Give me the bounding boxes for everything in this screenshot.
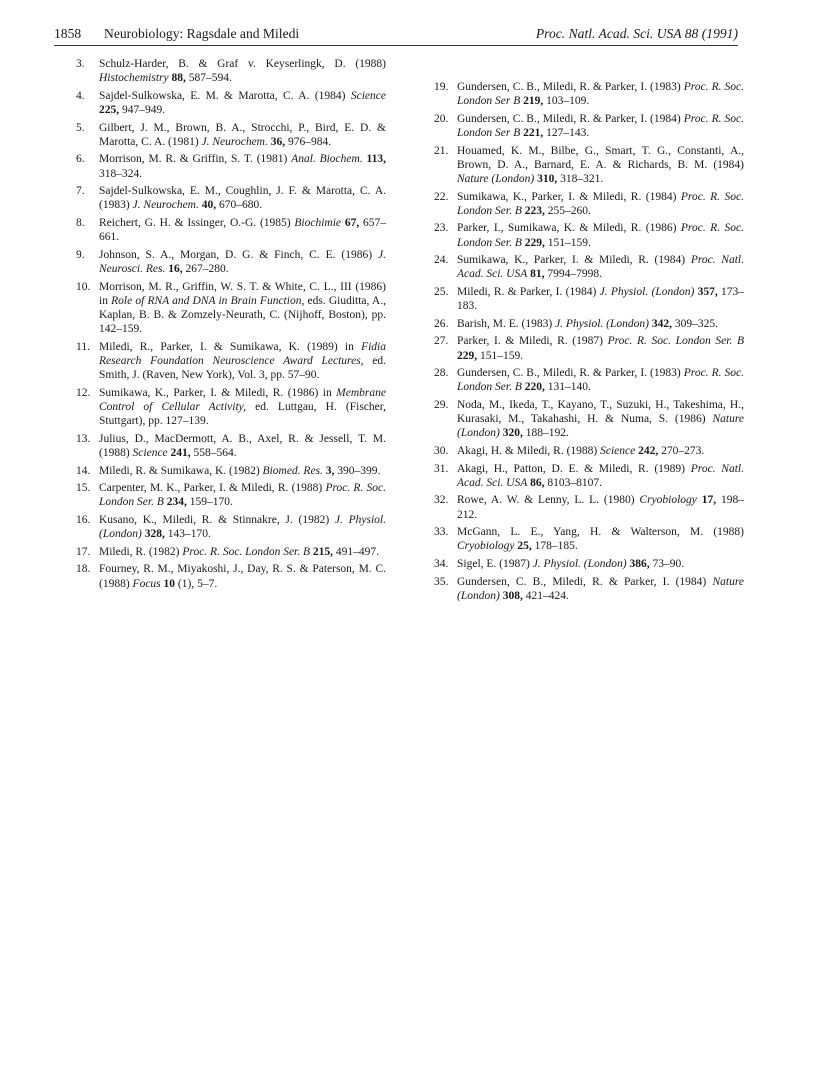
- reference-segment: ed. Smith, J. (Raven, New York), Vol. 3, pp. 57–90.: [99, 354, 387, 382]
- volume-number: 10: [163, 577, 176, 590]
- reference-item: [54, 280, 386, 337]
- reference-text: [457, 334, 744, 362]
- reference-number: 17.: [76, 545, 91, 558]
- reference-segment: eds. Giuditta, A., Kaplan, B. B. & Zomzely-Neurath, C. (Nijhoff, Boston), pp. 142–159.: [99, 294, 386, 336]
- reference-number: 24.: [434, 254, 449, 267]
- reference-item: [412, 144, 744, 187]
- reference-segment: 976–984.: [285, 135, 332, 148]
- reference-segment: Reichert, G. H. & Issinger, O.-G. (1985): [99, 216, 295, 229]
- reference-number: 3.: [76, 58, 85, 70]
- volume-number: 310,: [537, 173, 558, 185]
- journal-title: Proc. R. Soc. London Ser. B: [457, 190, 744, 217]
- reference-item: [412, 285, 744, 313]
- reference-segment: 270–273.: [658, 444, 705, 457]
- journal-title: Proc. R. Soc. London Ser B: [457, 81, 744, 108]
- reference-text: [99, 121, 386, 149]
- reference-text: [99, 513, 386, 541]
- journal-title: J. Physiol. (London): [555, 317, 649, 330]
- reference-number: 22.: [434, 190, 449, 203]
- reference-item: [412, 221, 744, 249]
- journal-title: Science: [350, 89, 386, 102]
- reference-segment: 159–170.: [186, 496, 233, 509]
- reference-text: [99, 432, 386, 460]
- journal-title: Proc. Natl. Acad. Sci. USA: [457, 254, 744, 281]
- reference-text: [457, 398, 744, 441]
- reference-list-left-column: [54, 57, 386, 594]
- reference-list-right-column: [412, 80, 744, 606]
- reference-item: [54, 545, 386, 559]
- reference-number: 18.: [76, 563, 91, 576]
- journal-title: Nature (London): [457, 173, 535, 185]
- journal-title: J. Neurochem.: [201, 135, 268, 148]
- reference-text: [457, 462, 744, 490]
- reference-number: 4.: [76, 89, 85, 102]
- reference-number: 7.: [76, 185, 85, 198]
- reference-segment: Morrison, M. R. & Griffin, S. T. (1981): [99, 153, 292, 166]
- reference-segment: 657–661.: [99, 216, 387, 244]
- reference-number: 30.: [434, 444, 449, 457]
- reference-item: [412, 525, 744, 553]
- reference-number: 35.: [434, 575, 449, 588]
- reference-item: [412, 462, 744, 490]
- reference-segment: 587–594.: [185, 72, 232, 85]
- journal-title: Science: [132, 446, 168, 459]
- reference-text: [99, 340, 386, 383]
- volume-number: 328,: [144, 528, 165, 541]
- journal-title: Membrane Control of Cellular Activity,: [99, 386, 386, 413]
- reference-number: 29.: [434, 398, 449, 411]
- reference-segment: Kusano, K., Miledi, R. & Stinnakre, J. (1982): [99, 513, 335, 526]
- reference-number: 31.: [434, 462, 449, 475]
- journal-title: J. Neurochem.: [132, 199, 199, 212]
- reference-segment: 188–192.: [522, 427, 569, 440]
- journal-title: Proc. R. Soc. London Ser. B: [457, 367, 744, 394]
- volume-number: 86,: [530, 476, 545, 489]
- reference-segment: 8103–8107.: [544, 476, 603, 489]
- reference-item: [54, 184, 386, 212]
- reference-item: [412, 80, 744, 108]
- reference-segment: 103–109.: [543, 95, 590, 108]
- reference-segment: Gundersen, C. B., Miledi, R. & Parker, I. (1983): [457, 367, 684, 380]
- reference-segment: 491–497.: [333, 545, 380, 558]
- reference-segment: Schulz-Harder, B. & Graf v. Keyserlingk, D. (1988): [99, 58, 386, 70]
- journal-title: Proc. Natl. Acad. Sci. USA: [457, 462, 744, 489]
- volume-number: 221,: [523, 127, 544, 139]
- reference-text: [99, 386, 386, 429]
- reference-number: 27.: [434, 335, 449, 348]
- reference-number: 11.: [76, 340, 90, 353]
- reference-text: [457, 575, 744, 603]
- reference-text: [99, 57, 386, 85]
- volume-number: 241,: [170, 446, 191, 459]
- volume-number: 229,: [524, 236, 545, 249]
- reference-segment: Sajdel-Sulkowska, E. M., Coughlin, J. F. & Marotta, C. A. (1983): [99, 185, 386, 212]
- reference-number: 33.: [434, 526, 449, 539]
- volume-number: 67,: [344, 216, 360, 229]
- reference-number: 10.: [76, 280, 91, 293]
- reference-text: [99, 562, 386, 590]
- reference-number: 25.: [434, 285, 449, 298]
- reference-segment: Carpenter, M. K., Parker, I. & Miledi, R. (1988): [99, 482, 326, 495]
- volume-number: 225,: [99, 104, 120, 116]
- journal-title: Cryobiology: [457, 540, 515, 553]
- reference-segment: Gilbert, J. M., Brown, B. A., Strocchi, P., Bird, E. D. & Marotta, C. A. (1981): [99, 121, 386, 148]
- reference-number: 26.: [434, 317, 449, 330]
- reference-segment: Sumikawa, K., Parker, I. & Miledi, R. (1984): [457, 254, 691, 267]
- volume-number: 16,: [168, 262, 183, 275]
- reference-text: [99, 464, 386, 478]
- reference-segment: Parker, I. & Miledi, R. (1987): [457, 335, 608, 348]
- journal-title: Biochimie: [294, 216, 342, 229]
- reference-segment: 947–949.: [119, 104, 166, 116]
- reference-segment: Miledi, R. (1982): [99, 545, 183, 558]
- journal-title: J. Physiol. (London): [99, 513, 386, 541]
- reference-item: [54, 432, 386, 460]
- reference-number: 20.: [434, 112, 449, 125]
- reference-number: 8.: [76, 216, 85, 229]
- reference-segment: Miledi, R. & Parker, I. (1984): [457, 285, 600, 298]
- reference-segment: 151–159.: [477, 349, 524, 362]
- reference-segment: 151–159.: [544, 236, 591, 249]
- reference-item: [54, 57, 386, 85]
- volume-number: 219,: [523, 95, 544, 108]
- reference-number: 12.: [76, 386, 91, 399]
- volume-number: 308,: [502, 589, 523, 602]
- reference-segment: Gundersen, C. B., Miledi, R. & Parker, I. (1983): [457, 81, 684, 93]
- reference-text: [457, 190, 744, 218]
- reference-segment: Gundersen, C. B., Miledi, R. & Parker, I. (1984): [457, 112, 684, 125]
- reference-segment: Miledi, R., Parker, I. & Sumikawa, K. (1989) in: [99, 340, 362, 353]
- reference-segment: Rowe, A. W. & Lenny, L. L. (1980): [457, 494, 640, 507]
- reference-segment: 127–143.: [543, 127, 590, 139]
- reference-segment: 173–183.: [457, 285, 745, 313]
- reference-segment: Parker, I., Sumikawa, K. & Miledi, R. (1986): [457, 222, 681, 235]
- reference-segment: Barish, M. E. (1983): [457, 317, 556, 330]
- reference-segment: 267–280.: [182, 262, 229, 275]
- journal-title: Proc. R. Soc. London Ser. B: [607, 335, 744, 348]
- volume-number: 229,: [457, 349, 478, 362]
- reference-item: [412, 557, 744, 571]
- reference-item: [412, 317, 744, 331]
- reference-text: [457, 317, 744, 331]
- journal-citation: Proc. Natl. Acad. Sci. USA 88 (1991): [535, 26, 738, 41]
- reference-item: [54, 513, 386, 541]
- reference-segment: Morrison, M. R., Griffin, W. S. T. & White, C. L., III (1986) in: [99, 280, 386, 307]
- volume-number: 234,: [166, 496, 187, 509]
- volume-number: 88,: [171, 72, 186, 85]
- reference-number: 21.: [434, 144, 449, 157]
- reference-text: [457, 557, 744, 571]
- volume-number: 3,: [325, 464, 335, 477]
- reference-item: [54, 216, 386, 244]
- reference-segment: 131–140.: [544, 381, 591, 394]
- reference-number: 28.: [434, 367, 449, 380]
- volume-number: 17,: [701, 494, 717, 507]
- reference-item: [412, 112, 744, 140]
- reference-segment: Sajdel-Sulkowska, E. M. & Marotta, C. A. (1984): [99, 89, 351, 102]
- reference-number: 16.: [76, 513, 91, 526]
- journal-title: Proc. R. Soc. London Ser. B: [99, 482, 386, 509]
- reference-item: [412, 575, 744, 603]
- reference-number: 13.: [76, 432, 91, 445]
- journal-title: Nature (London): [457, 413, 744, 440]
- volume-number: 242,: [638, 444, 659, 457]
- journal-title: Biomed. Res.: [262, 464, 323, 477]
- reference-item: [54, 121, 386, 149]
- reference-segment: 318–324.: [99, 167, 143, 180]
- journal-title: Focus: [132, 577, 161, 590]
- reference-segment: Sigel, E. (1987): [457, 557, 533, 570]
- reference-segment: Sumikawa, K., Parker, I. & Miledi, R. (1986) in: [99, 386, 337, 399]
- reference-item: [54, 464, 386, 478]
- reference-segment: 390–399.: [334, 464, 381, 477]
- reference-item: [412, 493, 744, 521]
- reference-text: [99, 184, 386, 212]
- reference-item: [412, 398, 744, 441]
- journal-title: Fidia Research Foundation Neuroscience Award Lectures,: [99, 340, 386, 367]
- volume-number: 320,: [502, 427, 523, 440]
- journal-title: Histochemistry: [99, 72, 169, 85]
- reference-number: 9.: [76, 248, 85, 261]
- volume-number: 215,: [312, 545, 334, 558]
- reference-text: [457, 444, 744, 458]
- reference-item: [412, 444, 744, 458]
- reference-segment: (1), 5–7.: [175, 577, 218, 590]
- volume-number: 220,: [524, 381, 545, 394]
- reference-text: [457, 112, 744, 140]
- reference-segment: Sumikawa, K., Parker, I. & Miledi, R. (1984): [457, 190, 681, 203]
- reference-text: [99, 545, 386, 559]
- journal-title: J. Neurosci. Res.: [99, 248, 386, 275]
- reference-segment: McGann, L. E., Yang, H. & Walterson, M. (1988): [457, 526, 744, 539]
- reference-item: [54, 562, 386, 590]
- reference-segment: 318–321.: [557, 173, 604, 185]
- running-title: Neurobiology: Ragsdale and Miledi: [104, 26, 300, 41]
- reference-segment: 73–90.: [649, 557, 685, 570]
- reference-item: [54, 340, 386, 383]
- reference-segment: Miledi, R. & Sumikawa, K. (1982): [99, 464, 263, 477]
- reference-item: [412, 334, 744, 362]
- reference-text: [99, 152, 386, 180]
- reference-item: [412, 253, 744, 281]
- journal-title: Cryobiology: [639, 494, 697, 507]
- journal-title: Science: [600, 444, 636, 457]
- reference-segment: 7994–7998.: [544, 268, 603, 281]
- header-rule: [54, 45, 738, 46]
- volume-number: 25,: [517, 540, 532, 553]
- volume-number: 36,: [270, 135, 286, 148]
- reference-text: [457, 253, 744, 281]
- journal-title: Role of RNA and DNA in Brain Function,: [111, 294, 305, 307]
- reference-item: [412, 190, 744, 218]
- reference-text: [457, 525, 744, 553]
- reference-text: [457, 366, 744, 394]
- reference-item: [54, 481, 386, 509]
- volume-number: 113,: [366, 153, 387, 166]
- reference-text: [457, 221, 744, 249]
- reference-segment: 143–170.: [164, 528, 211, 541]
- reference-item: [54, 89, 386, 117]
- reference-segment: Johnson, S. A., Morgan, D. G. & Finch, C. E. (1986): [99, 248, 379, 261]
- reference-number: 32.: [434, 494, 449, 507]
- reference-number: 14.: [76, 464, 91, 477]
- reference-item: [54, 386, 386, 429]
- reference-segment: 421–424.: [522, 589, 569, 602]
- reference-text: [99, 280, 386, 337]
- reference-segment: Akagi, H., Patton, D. E. & Miledi, R. (1989): [457, 462, 691, 475]
- reference-segment: 558–564.: [190, 446, 237, 459]
- reference-number: 6.: [76, 153, 85, 166]
- journal-title: Nature (London): [457, 575, 744, 602]
- reference-text: [99, 216, 386, 244]
- reference-segment: 255–260.: [544, 204, 591, 217]
- reference-segment: ed. Luttgau, H. (Fischer, Stuttgart), pp. 127–139.: [99, 400, 386, 428]
- reference-number: 34.: [434, 557, 449, 570]
- journal-title: Anal. Biochem.: [291, 153, 363, 166]
- reference-segment: 178–185.: [531, 540, 578, 553]
- reference-text: [99, 248, 386, 276]
- reference-text: [457, 144, 744, 187]
- reference-text: [457, 285, 744, 313]
- reference-text: [457, 80, 744, 108]
- reference-segment: 198–212.: [457, 494, 745, 521]
- reference-number: 19.: [434, 81, 449, 93]
- volume-number: 40,: [201, 199, 217, 212]
- reference-item: [54, 152, 386, 180]
- journal-title: Proc. R. Soc. London Ser. B: [182, 545, 311, 558]
- reference-segment: 670–680.: [216, 199, 263, 212]
- reference-segment: 309–325.: [671, 317, 718, 330]
- page-number: 1858: [54, 26, 82, 41]
- volume-number: 223,: [524, 204, 545, 217]
- reference-item: [54, 248, 386, 276]
- journal-title: J. Physiol. (London): [532, 557, 627, 570]
- reference-text: [99, 481, 386, 509]
- reference-item: [412, 366, 744, 394]
- reference-number: 5.: [76, 121, 85, 134]
- reference-segment: Julius, D., MacDermott, A. B., Axel, R. & Jessell, T. M. (1988): [99, 432, 386, 459]
- journal-title: Proc. R. Soc. London Ser B: [457, 112, 744, 139]
- reference-text: [99, 89, 386, 117]
- volume-number: 342,: [651, 317, 672, 330]
- reference-segment: Noda, M., Ikeda, T., Kayano, T., Suzuki, H., Takeshima, H., Kurasaki, M., Takahashi, H. & Numa, S. (1986): [457, 398, 744, 426]
- reference-text: [457, 493, 744, 521]
- reference-segment: Akagi, H. & Miledi, R. (1988): [457, 444, 601, 457]
- reference-number: 15.: [76, 482, 91, 495]
- reference-segment: Fourney, R. M., Miyakoshi, J., Day, R. S. & Paterson, M. C. (1988): [99, 563, 386, 590]
- journal-title: J. Physiol. (London): [599, 285, 695, 298]
- volume-number: 386,: [629, 557, 650, 570]
- reference-segment: Gundersen, C. B., Miledi, R. & Parker, I. (1984): [457, 575, 713, 588]
- page-header: [54, 24, 738, 44]
- reference-segment: Houamed, K. M., Bilbe, G., Smart, T. G., Constanti, A., Brown, D. A., Barnard, E. A. & Richards, B. M. (1984): [457, 144, 744, 171]
- reference-number: 23.: [434, 222, 449, 235]
- volume-number: 81,: [530, 268, 545, 281]
- journal-title: Proc. R. Soc. London Ser. B: [457, 222, 744, 249]
- volume-number: 357,: [697, 285, 718, 298]
